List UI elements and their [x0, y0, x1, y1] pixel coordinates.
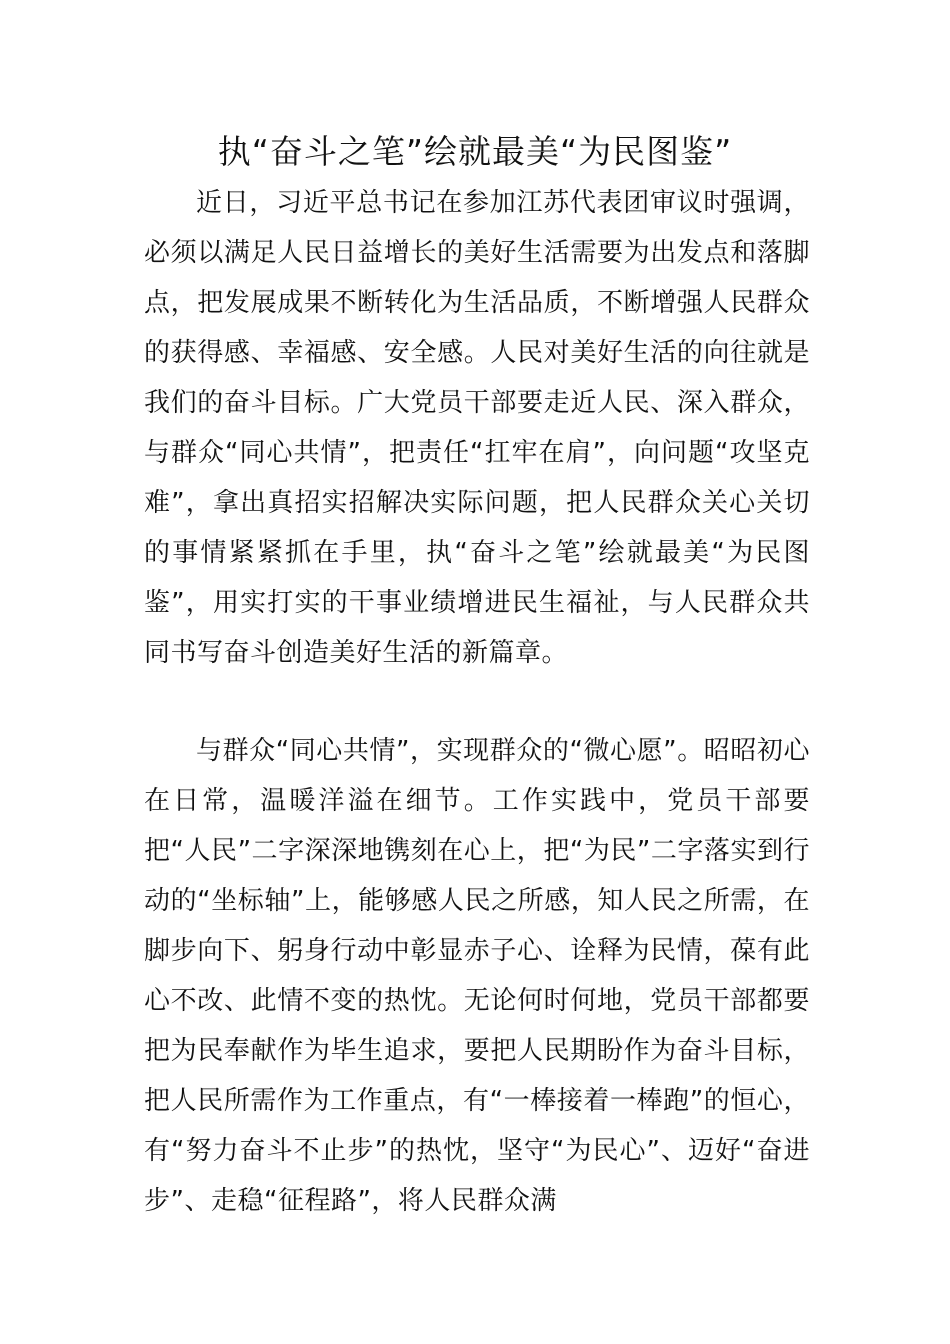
paragraph-2: 与群众“同心共情”，实现群众的“微心愿”。昭昭初心在日常，温暖洋溢在细节。工作实践中，党员干部要把“人民”二字深深地镌刻在心上，把“为民”二字落实到行动的“坐标轴”上，能够感人民之所感，知人民之所需，在脚步向下、躬身行动中彰显赤子心、诠释为民情，葆有此心不改、此情不变的热忱。无论何时何地，党员干部都要把为民奉献作为毕生追求，要把人民期盼作为奋斗目标，把人民所需作为工作重点，有“一棒接着一棒跑”的恒心，有“努力奋斗不止步”的热忱，坚守“为民心”、迈好“奋进步”、走稳“征程路”，将人民群众满 [144, 736, 810, 1216]
document-title: 执“奋斗之笔”绘就最美“为民图鉴” [217, 132, 733, 171]
paragraph-1: 近日，习近平总书记在参加江苏代表团审议时强调，必须以满足人民日益增长的美好生活需要为出发点和落脚点，把发展成果不断转化为生活品质，不断增强人民群众的获得感、幸福感、安全感。人民对美好生活的向往就是我们的奋斗目标。广大党员干部要走近人民、深入群众，与群众“同心共情”，把责任“扛牢在肩”，向问题“攻坚克难”，拿出真招实招解决实际问题，把人民群众关心关切的事情紧紧抓在手里，执“奋斗之笔”绘就最美“为民图鉴”，用实打实的干事业绩增进民生福祉，与人民群众共同书写奋斗创造美好生活的新篇章。 [144, 188, 810, 668]
